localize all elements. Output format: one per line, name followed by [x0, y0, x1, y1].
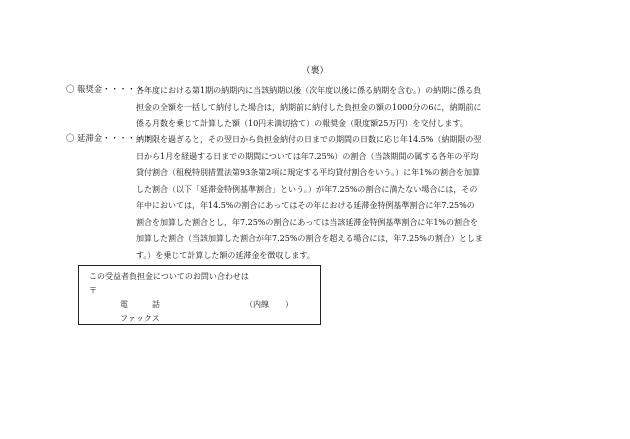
clause-late-fee-line: 割合を加算した割合とし，年7.25%の割合にあっては当該延滞金特例基準割合に年1%の割合を: [136, 217, 479, 227]
clause-late-fee-line: 納期限を過ぎると，その翌日から負担金納付の日までの期間の日数に応じ年14.5%（納期限の翌: [136, 135, 482, 144]
clause-reward-line: 係る月数を乗じて計算した額（10円未満切捨て）の報奨金（限度額25万円）を交付します。: [136, 119, 468, 128]
postal-mark: 〒: [89, 286, 97, 295]
clause-late-fee-line: 加算した割合（当該加算した割合が年7.25%の割合を超える場合には，年7.25%の割合）としま: [136, 234, 483, 243]
clause-reward-line: 各年度における第1期の納期内に当該納期以後（次年度以後に係る納期を含む。）の納期に係る負: [136, 86, 482, 95]
clause-reward-body: [136, 83, 572, 133]
extension-label: （内線 ）: [245, 300, 293, 309]
fax-label: ファックス: [120, 314, 160, 323]
contact-box: [78, 265, 321, 325]
phone-label: 電 話: [120, 300, 160, 309]
clause-late-fee-body: [136, 132, 572, 264]
clause-late-fee-line: 貸付割合（租税特別措置法第93条第2項に規定する平均貸付割合をいう。）に年1%の割合を加算: [136, 168, 480, 177]
clause-reward-head: 〇 報奨金・・・・・・: [66, 84, 153, 94]
page-heading: （裏）: [301, 66, 329, 76]
clause-late-fee-head: 〇 延滞金・・・・・・: [66, 133, 153, 143]
clause-late-fee-line: 年中においては，年14.5%の割合にあってはその年における延滞金特例基準割合に年7.25%の: [136, 201, 475, 210]
contact-title: この受益者負担金についてのお問い合わせは: [89, 272, 249, 281]
clause-late-fee-line: した割合（以下「延滞金特例基準割合」という。）が年7.25%の割合に満たない場合には，その: [136, 184, 478, 194]
clause-reward-line: 担金の全額を一括して納付した場合は，納期前に納付した負担金の額の1000分の6に，納期前に: [136, 102, 482, 112]
clause-late-fee-line: す。）を乗じて計算した額の延滞金を徴収します。: [136, 250, 315, 260]
clause-late-fee-line: 日から1月を経過する日までの期間については年7.25%）の割合（当該期間の属する各年の平均: [136, 151, 479, 161]
